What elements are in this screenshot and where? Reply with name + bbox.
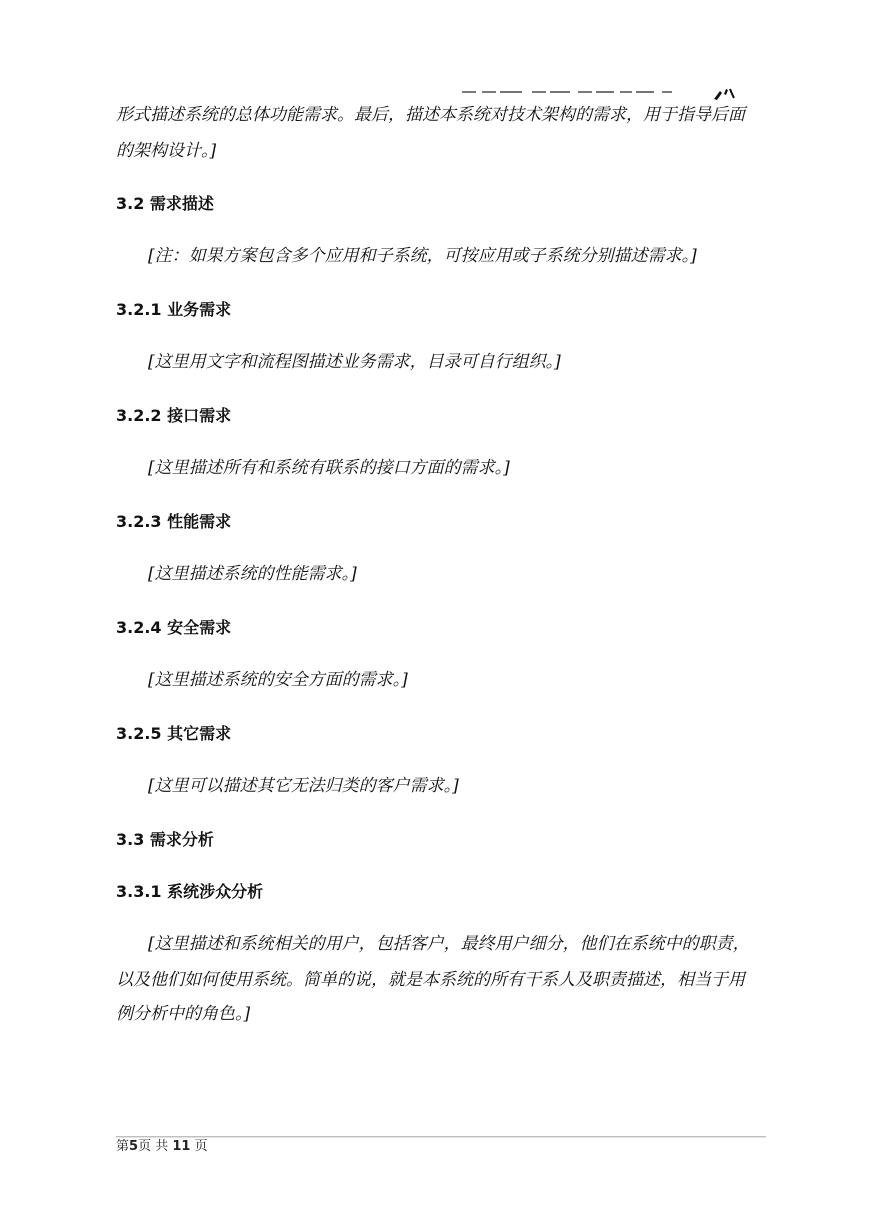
- section-heading-3-2-3: 3.2.3 性能需求: [116, 512, 232, 531]
- header-mark-icon: [712, 86, 738, 102]
- page-total: 11: [172, 1139, 191, 1154]
- page-number: [116, 1138, 208, 1156]
- section-heading-3-2: 3.2 需求描述: [116, 194, 214, 213]
- page-current: 5: [129, 1139, 139, 1154]
- page-mid: 页 共: [138, 1139, 169, 1154]
- section-heading-3-3: 3.3 需求分析: [116, 830, 214, 849]
- section-note-3-2-2: [这里描述所有和系统有联系的接口方面的需求。]: [148, 458, 510, 478]
- section-paragraph-3-3-1-line-3: 例分析中的角色。]: [116, 1004, 251, 1024]
- section-paragraph-3-3-1-line-1: [这里描述和系统相关的用户，包括客户，最终用户细分，他们在系统中的职责，: [148, 934, 750, 954]
- section-heading-3-3-1: 3.3.1 系统涉众分析: [116, 882, 264, 901]
- page-prefix: 第: [116, 1139, 130, 1154]
- section-heading-3-2-2: 3.2.2 接口需求: [116, 406, 232, 425]
- section-note-3-2-5: [这里可以描述其它无法归类的客户需求。]: [148, 776, 459, 796]
- section-heading-3-2-5: 3.2.5 其它需求: [116, 724, 232, 743]
- section-note-3-2-1: [这里用文字和流程图描述业务需求，目录可自行组织。]: [148, 352, 561, 372]
- section-note-3-2-4: [这里描述系统的安全方面的需求。]: [148, 670, 408, 690]
- section-note-3-2-3: [这里描述系统的性能需求。]: [148, 564, 357, 584]
- page-suffix: 页: [190, 1139, 208, 1154]
- intro-line-1: 形式描述系统的总体功能需求。最后，描述本系统对技术架构的需求，用于指导后面: [116, 105, 745, 125]
- section-heading-3-2-4: 3.2.4 安全需求: [116, 618, 232, 637]
- footer-divider: [116, 1136, 766, 1138]
- section-paragraph-3-3-1-line-2: 以及他们如何使用系统。简单的说，就是本系统的所有干系人及职责描述，相当于用: [116, 970, 745, 990]
- section-note-3-2: [注：如果方案包含多个应用和子系统，可按应用或子系统分别描述需求。]: [148, 246, 697, 266]
- intro-line-2: 的架构设计。]: [116, 141, 217, 161]
- header-dash-line: [462, 84, 672, 96]
- section-heading-3-2-1: 3.2.1 业务需求: [116, 300, 232, 319]
